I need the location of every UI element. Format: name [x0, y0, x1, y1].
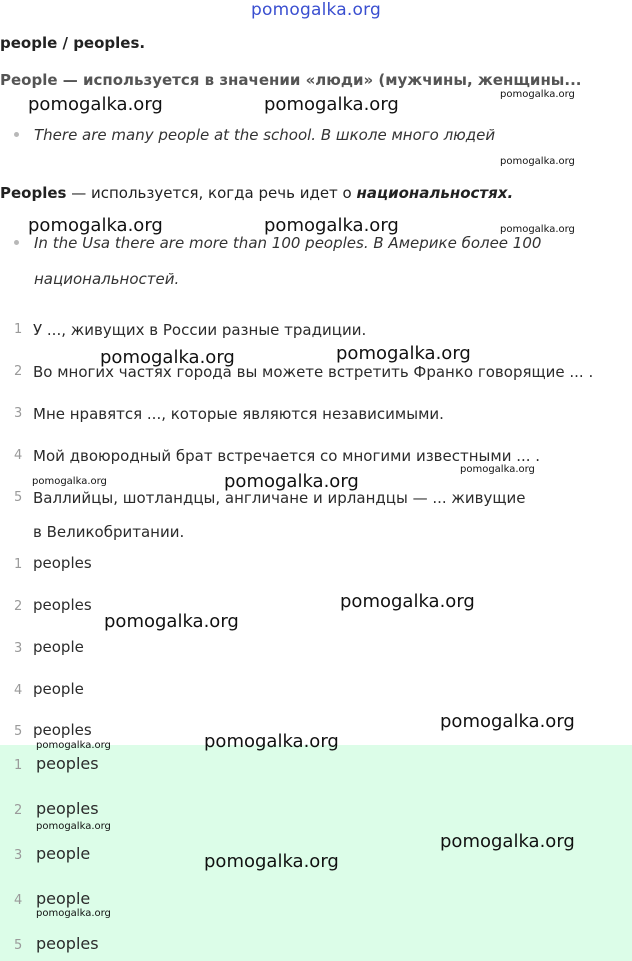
task-item: 5 Валлийцы, шотландцы, англичане и ирландцы — ... живущие в Великобритании. — [14, 489, 526, 541]
watermark: pomogalka.org — [36, 821, 111, 832]
watermark: pomogalka.org — [204, 731, 339, 752]
rule-text: — используется, когда речь идет о — [66, 184, 357, 202]
answer-item: 4 people — [14, 680, 84, 698]
watermark: pomogalka.org — [264, 215, 399, 236]
watermark: pomogalka.org — [264, 94, 399, 115]
watermark: pomogalka.org — [36, 740, 111, 751]
bullet-icon — [14, 240, 19, 245]
answer-item: 5 peoples — [14, 721, 92, 739]
example-text: In the Usa there are more than 100 peoples. В Америке более 100 национальностей. — [34, 234, 542, 288]
answer-item: 1 peoples — [14, 554, 92, 572]
answer-item: 3 people — [14, 638, 84, 656]
watermark: pomogalka.org — [500, 224, 575, 235]
rule-emphasis: национальностях. — [356, 184, 514, 202]
task-item: 4 Мой двоюродный брат встречается со многими известными ... . — [14, 447, 541, 465]
example-item — [14, 117, 594, 153]
watermark: pomogalka.org — [28, 215, 163, 236]
task-item: 1 У ..., живущих в России разные традиции. — [14, 321, 367, 339]
watermark: pomogalka.org — [32, 476, 107, 487]
watermark: pomogalka.org — [100, 347, 235, 368]
highlighted-answer-item: 1 peoples — [14, 754, 99, 773]
bullet-icon — [14, 132, 19, 137]
watermark: pomogalka.org — [460, 464, 535, 475]
watermark: pomogalka.org — [440, 831, 575, 852]
highlighted-answer-item: 5 peoples — [14, 934, 99, 953]
watermark: pomogalka.org — [440, 711, 575, 732]
rule-word: Peoples — [0, 184, 67, 202]
highlighted-answer-item: 2 peoples — [14, 799, 99, 818]
page-title: people / peoples. — [0, 34, 146, 52]
watermark: pomogalka.org — [104, 611, 239, 632]
example-text: There are many people at the school. В школе много людей — [34, 126, 496, 144]
watermark: pomogalka.org — [28, 94, 163, 115]
watermark: pomogalka.org — [340, 591, 475, 612]
watermark: pomogalka.org — [500, 156, 575, 167]
watermark: pomogalka.org — [204, 851, 339, 872]
watermark: pomogalka.org — [36, 908, 111, 919]
rule-peoples — [0, 184, 513, 202]
task-item: 3 Мне нравятся ..., которые являются независимыми. — [14, 405, 444, 423]
highlighted-answer-item: 3 people — [14, 844, 91, 863]
watermark: pomogalka.org — [224, 471, 359, 492]
site-header-link[interactable]: pomogalka.org — [251, 0, 381, 20]
watermark: pomogalka.org — [500, 89, 575, 100]
task-item: 2 Во многих частях города вы можете встретить Франко говорящие ... . — [14, 363, 594, 381]
watermark: pomogalka.org — [336, 343, 471, 364]
answer-item: 2 peoples — [14, 596, 92, 614]
clipped-rule-line: People — используется в значении «люди» (мужчины, женщины... — [0, 71, 582, 89]
highlighted-answer-item: 4 people — [14, 889, 91, 908]
